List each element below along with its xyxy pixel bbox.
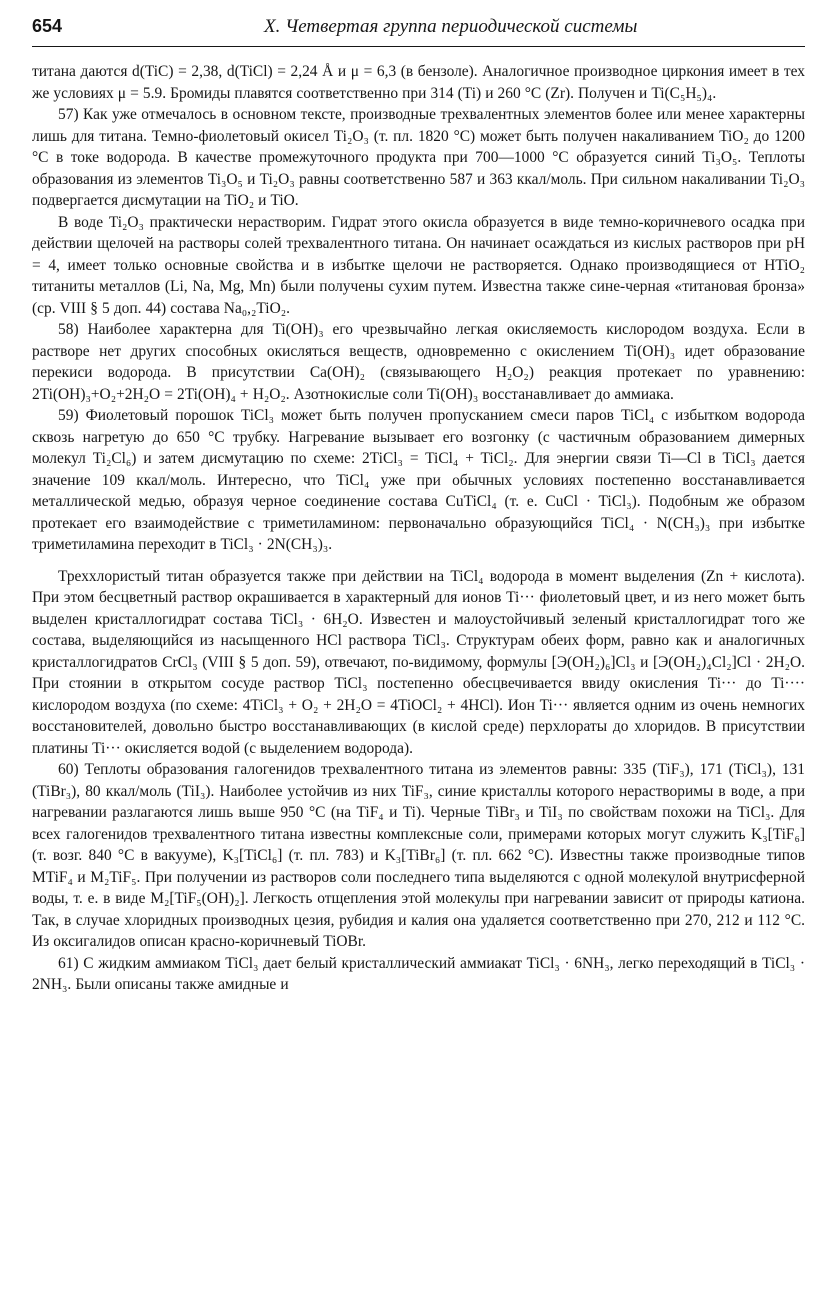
body-text — [32, 61, 805, 996]
note-59: 59) Фиолетовый порошок TiCl₃ может быть получен пропусканием смеси паров TiCl₄ с избытком водорода сквозь нагретую до 650 °C трубку. Нагревание вызывает его возгонку (с частичным образованием димерных молекул Ti₂Cl₆) и затем дисмутацию по схеме: 2TiCl₃ = TiCl₄ + TiCl₂. Для энергии связи Ti—Cl в TiCl₃ дается значение 109 ккал/моль. Интересно, что TiCl₄ уже при обычных условиях постепенно восстанавливается металлической медью, образуя черное соединение состава CuTiCl₄ (т. е. CuCl · TiCl₃). Подобным же образом протекает его взаимодействие с триметиламином: первоначально образующийся TiCl₄ · N(CH₃)₃ при избытке триметиламина переходит в TiCl₃ · 2N(CH₃)₃. — [32, 407, 805, 553]
page-number: 654 — [32, 16, 63, 36]
note-60: 60) Теплоты образования галогенидов трехвалентного титана из элементов равны: 335 (TiF₃), 171 (TiCl₃), 131 (TiBr₃), 80 ккал/моль (TiI₃). Наиболее устойчив из них TiF₃, синие кристаллы которого нерастворимы в воде, а при нагревании разлагаются лишь выше 950 °C (на TiF₄ и Ti). Черные TiBr₃ и TiI₃ по свойствам похожи на TiCl₃. Для всех галогенидов трехвалентного титана известны комплексные соли, примерами которых могут служить K₃[TiF₆] (т. возг. 840 °C в вакууме), K₃[TiCl₆] (т. пл. 783) и K₃[TiBr₆] (т. пл. 662 °C). Известны также производные типов MTiF₄ и M₂TiF₅. При получении из растворов соли последнего типа выделяются с одной молекулой внутрисферной воды, т. е. в виде M₂[TiF₅(OH)₂]. Легкость отщепления этой молекулы при нагревании зависит от природы катиона. Так, в случае хлоридных производных цезия, рубидия и калия она удаляется соответственно при 270, 212 и 112 °C. Из оксигалидов описан красно-коричневый TiOBr. — [32, 761, 805, 950]
page-header — [32, 14, 805, 47]
note-57-continued: В воде Ti₂O₃ практически нерастворим. Гидрат этого окисла образуется в виде темно-коричневого осадка при действии щелочей на растворы солей трехвалентного титана. Он начинает осаждаться из кислых растворов при pH = 4, имеет только основные свойства и в избытке щелочи не растворяется. Однако производящиеся от HTiO₂ титаниты металлов (Li, Na, Mg, Mn) были получены сухим путем. Известна также сине-черная «титановая бронза» (ср. VIII § 5 доп. 44) состава Na₀,₂TiO₂. — [32, 213, 805, 317]
running-head: X. Четвертая группа периодической системы — [264, 16, 638, 37]
note-61: 61) С жидким аммиаком TiCl₃ дает белый кристаллический аммиакат TiCl₃ · 6NH₃, легко переходящий в TiCl₃ · 2NH₃. Были описаны также амидные и — [32, 954, 805, 993]
note-59-continued: Треххлористый титан образуется также при действии на TiCl₄ водорода в момент выделения (Zn + кислота). При этом бесцветный раствор окрашивается в характерный для ионов Ti··· фиолетовый цвет, и из него может быть выделен кристаллогидрат состава TiCl₃ · 6H₂O. Известен и малоустойчивый зеленый кристаллогидрат того же состава, выделяющийся из насыщенного HCl раствора TiCl₃. Структурам обеих форм, равно как и аналогичных кристаллогидратов CrCl₃ (VIII § 5 доп. 59), отвечают, по-видимому, формулы [Э(OH₂)₆]Cl₃ и [Э(OH₂)₄Cl₂]Cl · 2H₂O. При стоянии в открытом сосуде раствор TiCl₃ постепенно обесцвечивается ввиду окисления Ti··· до Ti···· кислородом воздуха (по схеме: 4TiCl₃ + O₂ + 2H₂O = 4TiOCl₂ + 4HCl). Ион Ti··· является одним из очень немногих восстановителей, довольно быстро восстанавливающих (в кислой среде) перхлораты до хлоридов. В присутствии платины Ti··· окисляется водой (с выделением водорода). — [32, 567, 805, 757]
paragraph-continuation: титана даются d(TiC) = 2,38, d(TiCl) = 2,24 Å и μ = 6,3 (в бензоле). Аналогичное производное циркония имеет в тех же условиях μ = 5.9. Бромиды плавятся соответственно при 314 (Ti) и 260 °C (Zr). Получен и Ti(C₅H₅)₄. — [32, 63, 805, 102]
note-58: 58) Наиболее характерна для Ti(OH)₃ его чрезвычайно легкая окисляемость кислородом воздуха. Если в растворе нет других способных окисляться веществ, одновременно с окислением Ti(OH)₃ идет образование перекиси водорода. В присутствии Ca(OH)₂ (связывающего H₂O₂) реакция протекает по уравнению: 2Ti(OH)₃+O₂+2H₂O = 2Ti(OH)₄ + H₂O₂. Азотнокислые соли Ti(OH)₃ восстанавливает до аммиака. — [32, 321, 805, 403]
note-57: 57) Как уже отмечалось в основном тексте, производные трехвалентных элементов более или менее характерны лишь для титана. Темно-фиолетовый окисел Ti₂O₃ (т. пл. 1820 °C) может быть получен накаливанием TiO₂ до 1200 °C в токе водорода. В качестве промежуточного продукта при 700—1000 °C образуется синий Ti₃O₅. Теплоты образования из элементов Ti₃O₅ и Ti₂O₃ равны соответственно 587 и 363 ккал/моль. При сильном накаливании Ti₂O₃ подвергается дисмутации на TiO₂ и TiO. — [32, 106, 805, 209]
